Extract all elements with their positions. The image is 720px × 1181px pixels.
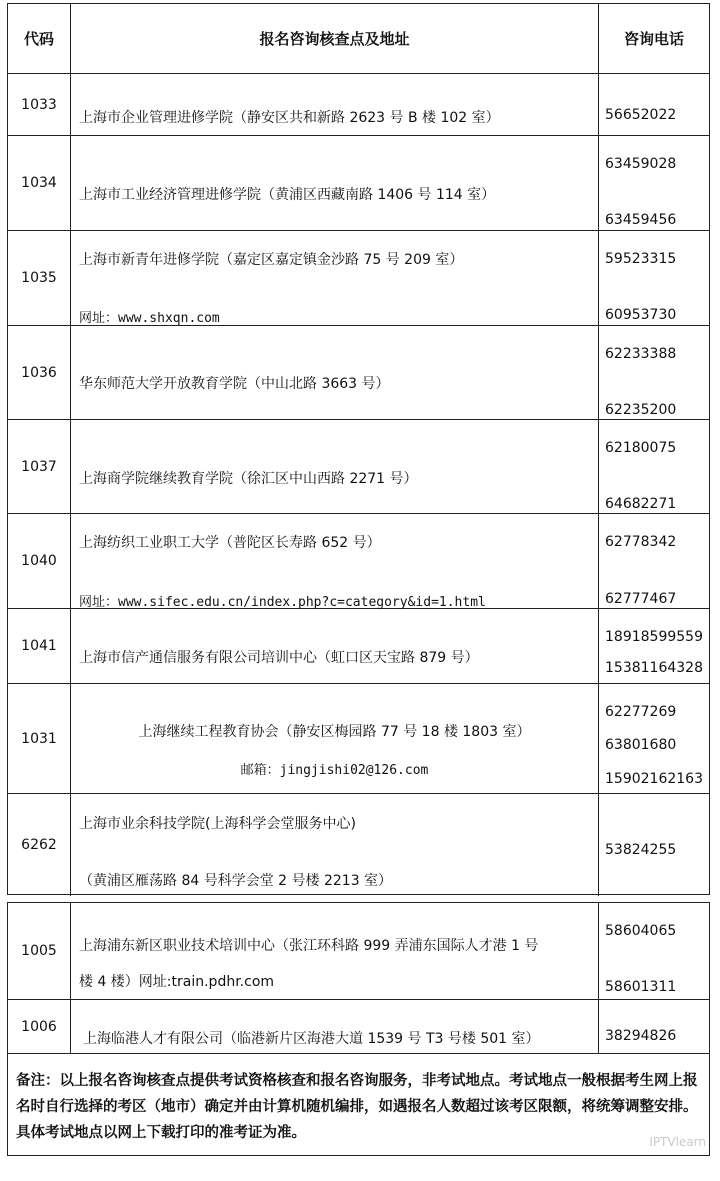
table-row xyxy=(8,514,709,609)
table-row xyxy=(8,903,709,1000)
row-phone: 56652022 xyxy=(605,107,677,123)
row-phone: 63459028 xyxy=(605,156,677,172)
table-row xyxy=(8,231,709,326)
row-website: 网址：www.sifec.edu.cn/index.php?c=category&id=1.html xyxy=(79,595,486,610)
contact-table-part-1 xyxy=(7,3,710,895)
note-text: 备注：以上报名咨询核查点提供考试资格核查和报名咨询服务，非考试地点。考试地点一般根据考生网上报名时自行选择的考区（地市）确定并由计算机随机编排，如遇报名人数超过该考区限额，将统筹调整安排。具体考试地点以网上下载打印的准考证为准。 xyxy=(16,1073,698,1141)
row-address: 上海纺织工业职工大学（普陀区长寿路 652 号） xyxy=(79,535,381,551)
header-phone: 咨询电话 xyxy=(623,30,684,48)
row-email: 邮箱：jingjishi02@126.com xyxy=(240,763,429,778)
table-row xyxy=(8,74,709,136)
row-code: 1041 xyxy=(8,609,71,683)
row-phone: 62777467 xyxy=(605,591,677,607)
table-row xyxy=(8,794,709,896)
header-location: 报名咨询核查点及地址 xyxy=(71,4,599,73)
row-phone: 64682271 xyxy=(605,496,677,512)
row-address: 华东师范大学开放教育学院（中山北路 3663 号） xyxy=(79,376,390,392)
row-code: 1036 xyxy=(8,326,71,419)
row-phone: 58604065 xyxy=(605,923,677,939)
row-address: 上海市企业管理进修学院（静安区共和新路 2623 号 B 楼 102 室） xyxy=(79,110,500,126)
row-phone: 62235200 xyxy=(605,402,677,418)
table-row xyxy=(8,420,709,514)
row-code: 1035 xyxy=(8,231,71,325)
row-phone: 63801680 xyxy=(605,737,677,753)
row-code: 1040 xyxy=(8,514,71,608)
table-row xyxy=(8,684,709,794)
row-address: 上海市业余科技学院(上海科学会堂服务中心) xyxy=(79,816,356,832)
contact-table-part-2 xyxy=(7,902,710,1156)
row-address: 上海市信产通信服务有限公司培训中心（虹口区天宝路 879 号） xyxy=(79,650,479,666)
row-code: 1006 xyxy=(8,1000,71,1053)
table-row xyxy=(8,326,709,420)
row-code: 1034 xyxy=(8,136,71,230)
row-address: 上海商学院继续教育学院（徐汇区中山西路 2271 号） xyxy=(79,471,418,487)
table-row xyxy=(8,609,709,684)
watermark-label: IPTVlearn xyxy=(649,1135,706,1149)
row-phone: 15902162163 xyxy=(605,771,703,787)
row-address: 上海市新青年进修学院（嘉定区嘉定镇金沙路 75 号 209 室） xyxy=(79,252,464,268)
note-row xyxy=(8,1054,709,1155)
table-header-row xyxy=(8,4,709,74)
row-code: 6262 xyxy=(8,794,71,896)
row-phone: 60953730 xyxy=(605,307,677,323)
header-code: 代码 xyxy=(8,4,71,73)
row-phone: 62180075 xyxy=(605,440,677,456)
row-address-detail: （黄浦区雁荡路 84 号科学会堂 2 号楼 2213 室） xyxy=(79,873,393,889)
row-phone: 62277269 xyxy=(605,704,677,720)
table-row xyxy=(8,1000,709,1054)
row-website: 网址：www.shxqn.com xyxy=(79,311,220,326)
row-address: 上海浦东新区职业技术培训中心（张江环科路 999 弄浦东国际人才港 1 号 xyxy=(79,938,539,954)
row-phone: 18918599559 xyxy=(605,629,703,645)
row-phone: 38294826 xyxy=(605,1028,677,1044)
row-phone: 62778342 xyxy=(605,534,677,550)
row-phone: 63459456 xyxy=(605,212,677,228)
row-code: 1033 xyxy=(8,74,71,135)
row-code: 1005 xyxy=(8,903,71,999)
row-address: 上海临港人才有限公司（临港新片区海港大道 1539 号 T3 号楼 501 室） xyxy=(83,1031,540,1047)
row-phone: 58601311 xyxy=(605,979,677,995)
row-address: 上海继续工程教育协会（静安区梅园路 77 号 18 楼 1803 室） xyxy=(138,724,531,740)
row-address: 上海市工业经济管理进修学院（黄浦区西藏南路 1406 号 114 室） xyxy=(79,187,496,203)
row-code: 1037 xyxy=(8,420,71,513)
table-row xyxy=(8,136,709,231)
row-address-website: 楼 4 楼）网址:train.pdhr.com xyxy=(79,974,275,990)
row-phone: 15381164328 xyxy=(605,660,703,676)
row-phone: 62233388 xyxy=(605,346,677,362)
row-code: 1031 xyxy=(8,684,71,793)
row-phone: 59523315 xyxy=(605,251,677,267)
row-phone: 53824255 xyxy=(605,842,677,858)
